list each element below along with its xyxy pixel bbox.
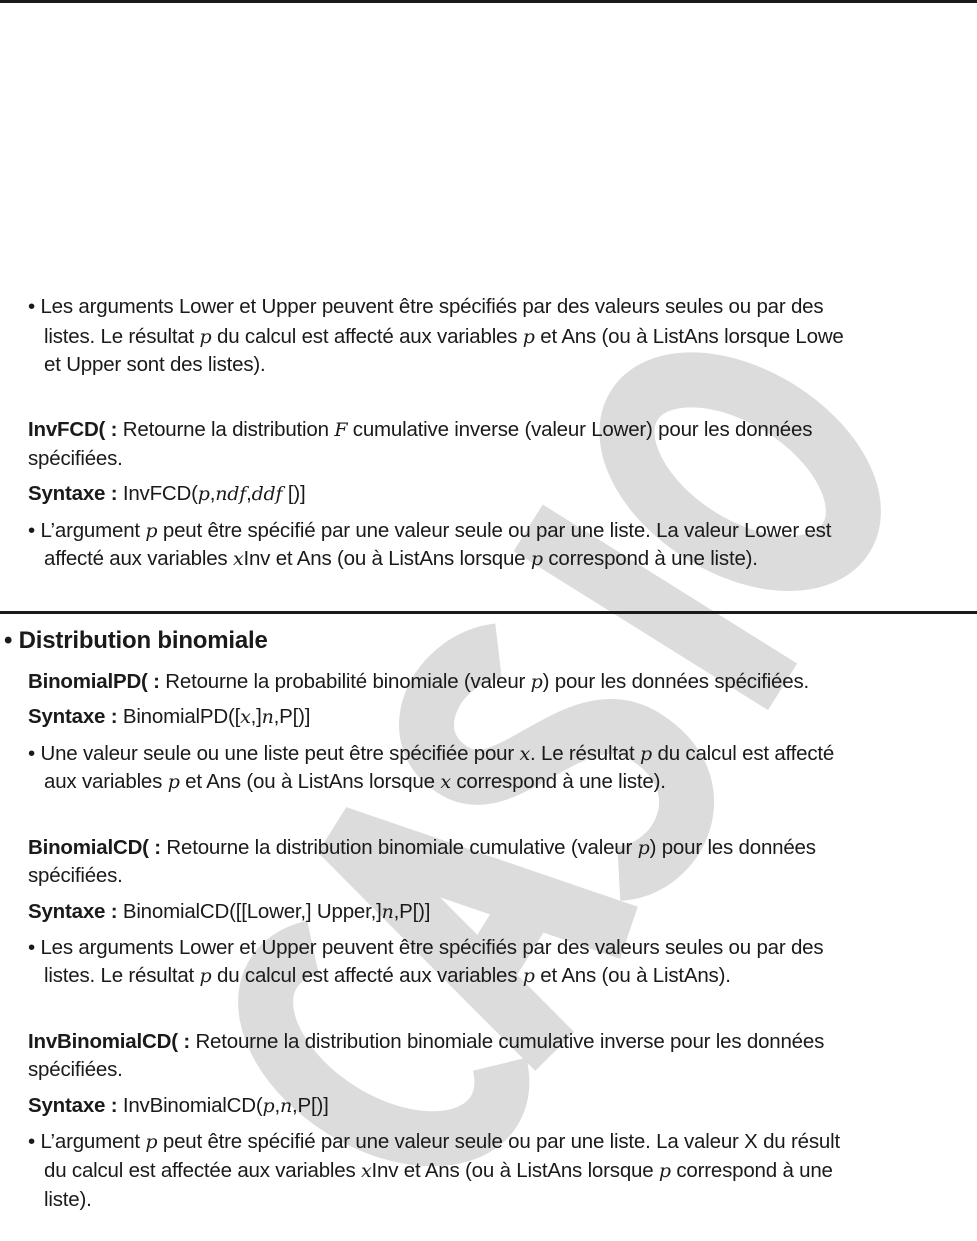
function-desc-binomialcd <box>28 836 816 860</box>
text-segment: BinomialCD([[Lower,] Upper,] <box>122 900 382 923</box>
italic-variable: p <box>167 771 180 793</box>
bold-label: BinomialCD( : <box>28 836 167 859</box>
italic-variable: n <box>261 706 274 728</box>
function-desc-invbinomialcd <box>28 1058 123 1082</box>
syntax-binomialpd <box>28 705 310 729</box>
text-segment: , <box>246 482 252 505</box>
syntax-binomialcd <box>28 900 430 924</box>
text-segment: • Les arguments Lower et Upper peuvent être spécifiés par des valeurs seules ou par des <box>28 295 824 318</box>
italic-variable: p <box>530 548 543 570</box>
text-segment: liste). <box>44 1188 92 1211</box>
text-segment: [)] <box>282 482 306 505</box>
text-segment: cumulative inverse (valeur Lower) pour les données <box>347 418 813 441</box>
text-segment: correspond à une liste). <box>542 547 758 570</box>
text-segment: , <box>274 1094 280 1117</box>
text-segment: et Ans (ou à ListAns lorsque <box>179 770 441 793</box>
text-segment: et Upper sont des listes). <box>44 353 266 376</box>
text-segment: , <box>209 482 216 505</box>
bullet-line <box>44 964 731 988</box>
text-segment: du calcul est affectée aux variables <box>44 1159 361 1182</box>
bullet-line <box>28 519 831 543</box>
text-segment: affecté aux variables <box>44 547 233 570</box>
text-segment: spécifiées. <box>28 447 123 470</box>
text-segment: ,P[)] <box>273 705 311 728</box>
text-segment: Retourne la distribution <box>122 418 335 441</box>
text-segment: correspond à une <box>670 1159 833 1182</box>
text-segment: • L’argument <box>28 519 146 542</box>
text-segment: • Distribution binomiale <box>4 627 268 654</box>
text-segment: ,P[)] <box>393 900 431 923</box>
text-segment: Retourne la distribution binomiale cumulative inverse pour les données <box>195 1030 825 1053</box>
text-segment: listes. Le résultat <box>44 964 200 987</box>
italic-variable: p <box>658 1160 671 1182</box>
bullet-line <box>44 353 266 377</box>
text-segment: . Le résultat <box>530 742 641 765</box>
bold-label: InvBinomialCD( : <box>28 1030 196 1053</box>
text-segment: InvFCD( <box>122 482 198 505</box>
function-desc-invfcd <box>28 447 123 471</box>
text-segment: peut être spécifié par une valeur seule ou par une liste. La valeur X du résult <box>157 1130 840 1153</box>
text-segment: Retourne la probabilité binomiale (valeur <box>165 670 531 693</box>
syntax-invfcd <box>28 482 305 506</box>
text-segment: aux variables <box>44 770 168 793</box>
bold-label: Syntaxe : <box>28 1094 123 1117</box>
bullet-line <box>28 1130 840 1154</box>
bullet-line <box>28 742 834 766</box>
function-desc-invfcd <box>28 418 812 442</box>
text-segment: ) pour les données <box>649 836 816 859</box>
text-segment: BinomialPD([ <box>122 705 241 728</box>
italic-variable: p <box>530 671 543 693</box>
italic-variable: p <box>640 743 653 765</box>
text-segment: peut être spécifié par une valeur seule ou par une liste. La valeur Lower est <box>157 519 832 542</box>
bold-label: InvFCD( : <box>28 418 123 441</box>
text-segment: spécifiées. <box>28 1058 123 1081</box>
bullet-line <box>44 770 666 794</box>
text-segment: Inv et Ans (ou à ListAns lorsque <box>371 1159 659 1182</box>
text-segment: listes. Le résultat <box>44 325 200 348</box>
italic-variable: n <box>279 1095 292 1117</box>
italic-variable: ndf <box>215 483 247 505</box>
text-segment: ,] <box>250 705 262 728</box>
italic-variable: ddf <box>251 483 283 505</box>
bullet-line <box>44 325 844 349</box>
text-segment: InvBinomialCD( <box>122 1094 263 1117</box>
function-desc-binomialpd <box>28 670 809 694</box>
text-segment: spécifiées. <box>28 864 123 887</box>
italic-variable: p <box>522 326 535 348</box>
italic-variable: p <box>199 965 212 987</box>
section-heading-binomial <box>4 627 268 655</box>
bullet-line <box>28 936 823 960</box>
text-segment: Inv et Ans (ou à ListAns lorsque <box>243 547 531 570</box>
italic-variable: p <box>199 326 212 348</box>
bullet-line <box>44 1188 92 1212</box>
text-segment: du calcul est affecté aux variables <box>211 325 523 348</box>
function-desc-binomialcd <box>28 864 123 888</box>
italic-variable: p <box>522 965 535 987</box>
italic-variable: n <box>381 901 394 923</box>
bold-label: Syntaxe : <box>28 900 123 923</box>
text-segment: ) pour les données spécifiées. <box>542 670 809 693</box>
italic-variable: x <box>440 771 451 793</box>
text-segment: ,P[)] <box>291 1094 329 1117</box>
italic-variable: F <box>334 419 348 441</box>
italic-variable: p <box>197 483 210 505</box>
italic-variable: p <box>637 837 650 859</box>
text-segment: correspond à une liste). <box>450 770 666 793</box>
syntax-invbinomialcd <box>28 1094 329 1118</box>
italic-variable: p <box>145 1131 158 1153</box>
text-segment: • Une valeur seule ou une liste peut être spécifiée pour <box>28 742 520 765</box>
bullet-line <box>44 1159 833 1183</box>
text-segment: du calcul est affecté <box>652 742 835 765</box>
text-segment: et Ans (ou à ListAns lorsque Lowe <box>534 325 844 348</box>
text-segment: du calcul est affecté aux variables <box>211 964 523 987</box>
italic-variable: x <box>232 548 244 570</box>
function-desc-invbinomialcd <box>28 1030 824 1054</box>
text-segment: • L’argument <box>28 1130 146 1153</box>
bullet-line <box>28 295 823 319</box>
italic-variable: x <box>240 706 251 728</box>
text-segment: • Les arguments Lower et Upper peuvent être spécifiés par des valeurs seules ou par des <box>28 936 824 959</box>
italic-variable: x <box>361 1160 372 1182</box>
text-segment: et Ans (ou à ListAns). <box>534 964 731 987</box>
text-segment: Retourne la distribution binomiale cumulative (valeur <box>166 836 638 859</box>
bold-label: BinomialPD( : <box>28 670 166 693</box>
italic-variable: p <box>145 520 158 542</box>
bullet-line <box>44 547 758 571</box>
bold-label: Syntaxe : <box>28 482 123 505</box>
bold-label: Syntaxe : <box>28 705 123 728</box>
italic-variable: x <box>519 743 531 765</box>
italic-variable: p <box>262 1095 275 1117</box>
